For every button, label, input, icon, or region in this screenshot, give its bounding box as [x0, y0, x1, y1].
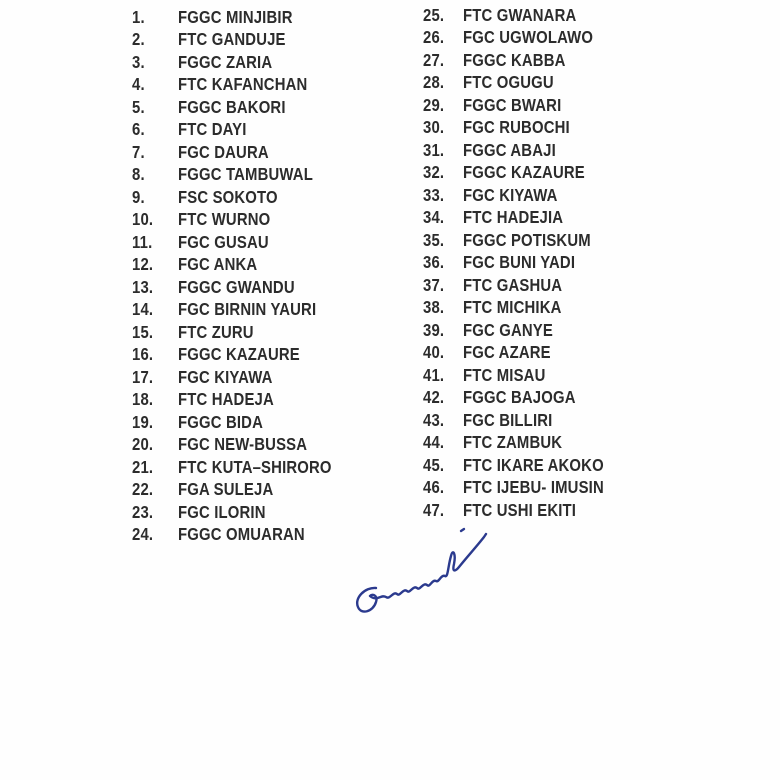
list-item — [132, 164, 359, 187]
list-item — [423, 27, 629, 50]
list-item — [132, 389, 359, 412]
list-item — [423, 72, 629, 95]
item-label: FGC BILLIRI — [463, 409, 553, 430]
item-label: FGC GANYE — [463, 319, 553, 340]
item-label: FGC BUNI YADI — [463, 252, 576, 273]
item-number: 27. — [423, 49, 445, 70]
item-number: 35. — [423, 229, 445, 250]
item-number: 3. — [132, 51, 145, 72]
item-label: FTC ZAMBUK — [463, 432, 563, 453]
list-item — [132, 29, 359, 52]
item-label: FTC GWANARA — [463, 4, 577, 25]
list-item — [423, 117, 629, 140]
list-item — [132, 96, 359, 119]
list-item — [132, 524, 359, 547]
item-number: 8. — [132, 164, 145, 185]
item-label: FGGC GWANDU — [178, 276, 295, 297]
list-item — [423, 409, 629, 432]
item-label: FGC KIYAWA — [178, 366, 273, 387]
item-label: FGC DAURA — [178, 141, 269, 162]
item-number: 38. — [423, 297, 445, 318]
item-label: FGC NEW-BUSSA — [178, 434, 308, 455]
item-label: FTC WURNO — [178, 209, 271, 230]
item-number: 30. — [423, 117, 445, 138]
handwritten-signature — [350, 522, 500, 627]
item-number: 44. — [423, 432, 445, 453]
item-label: FGGC MINJIBIR — [178, 6, 293, 27]
item-number: 29. — [423, 94, 445, 115]
list-item — [132, 434, 359, 457]
item-label: FGGC BWARI — [463, 94, 562, 115]
list-item — [132, 231, 359, 254]
list-item — [423, 94, 629, 117]
list-item — [132, 119, 359, 142]
list-item — [132, 321, 359, 344]
item-label: FGGC TAMBUWAL — [178, 164, 313, 185]
list-item — [423, 364, 629, 387]
item-label: FTC GANDUJE — [178, 29, 286, 50]
item-label: FGC ANKA — [178, 254, 258, 275]
list-item — [423, 387, 629, 410]
list-item — [423, 477, 629, 500]
list-item — [423, 274, 629, 297]
item-number: 31. — [423, 139, 445, 160]
list-item — [423, 319, 629, 342]
list-item — [132, 299, 359, 322]
list-item — [132, 344, 359, 367]
signature-dot — [461, 529, 464, 531]
item-label: FGC GUSAU — [178, 231, 269, 252]
item-label: FGA SULEJA — [178, 479, 274, 500]
item-number: 13. — [132, 276, 154, 297]
item-label: FGGC OMUARAN — [178, 524, 305, 545]
item-number: 26. — [423, 27, 445, 48]
item-number: 7. — [132, 141, 145, 162]
item-label: FSC SOKOTO — [178, 186, 278, 207]
item-label: FTC KUTA–SHIRORO — [178, 456, 332, 477]
list-item — [423, 184, 629, 207]
item-label: FTC GASHUA — [463, 274, 563, 295]
item-number: 2. — [132, 29, 145, 50]
item-number: 11. — [132, 231, 153, 252]
item-number: 20. — [132, 434, 154, 455]
item-number: 12. — [132, 254, 154, 275]
list-item — [423, 499, 629, 522]
list-item — [132, 254, 359, 277]
list-item — [423, 229, 629, 252]
list-item — [132, 501, 359, 524]
item-number: 5. — [132, 96, 145, 117]
item-label: FGC UGWOLAWO — [463, 27, 594, 48]
list-item — [132, 141, 359, 164]
item-label: FTC MISAU — [463, 364, 546, 385]
list-column-right — [423, 4, 629, 522]
list-item — [132, 456, 359, 479]
list-item — [423, 49, 629, 72]
item-label: FGC KIYAWA — [463, 184, 558, 205]
item-label: FGGC KAZAURE — [178, 344, 300, 365]
item-label: FGC RUBOCHI — [463, 117, 570, 138]
item-number: 36. — [423, 252, 445, 273]
list-item — [132, 186, 359, 209]
list-item — [132, 479, 359, 502]
list-item — [423, 207, 629, 230]
list-item — [423, 252, 629, 275]
item-label: FTC HADEJIA — [463, 207, 564, 228]
list-item — [132, 6, 359, 29]
item-label: FGGC ZARIA — [178, 51, 273, 72]
item-number: 43. — [423, 409, 445, 430]
item-number: 25. — [423, 4, 445, 25]
item-label: FTC OGUGU — [463, 72, 554, 93]
item-label: FTC KAFANCHAN — [178, 74, 308, 95]
list-item — [423, 432, 629, 455]
list-item — [132, 209, 359, 232]
item-label: FGGC KAZAURE — [463, 162, 585, 183]
item-label: FTC IJEBU- IMUSIN — [463, 477, 604, 498]
item-label: FGGC BAJOGA — [463, 387, 576, 408]
item-label: FGGC BIDA — [178, 411, 263, 432]
item-number: 21. — [132, 456, 154, 477]
item-label: FTC USHI EKITI — [463, 499, 577, 520]
signature-ink-group — [357, 529, 486, 612]
item-number: 40. — [423, 342, 445, 363]
item-number: 32. — [423, 162, 445, 183]
list-item — [132, 51, 359, 74]
item-label: FTC HADEJA — [178, 389, 274, 410]
item-number: 19. — [132, 411, 154, 432]
item-number: 1. — [132, 6, 145, 27]
item-number: 45. — [423, 454, 445, 475]
item-number: 16. — [132, 344, 154, 365]
item-label: FGGC ABAJI — [463, 139, 556, 160]
item-number: 34. — [423, 207, 445, 228]
signature-stroke — [357, 534, 486, 612]
item-number: 18. — [132, 389, 154, 410]
list-item — [423, 4, 629, 27]
item-label: FTC ZURU — [178, 321, 254, 342]
item-number: 46. — [423, 477, 445, 498]
item-number: 28. — [423, 72, 445, 93]
item-label: FGC BIRNIN YAURI — [178, 299, 317, 320]
item-number: 14. — [132, 299, 154, 320]
item-number: 41. — [423, 364, 445, 385]
list-item — [423, 162, 629, 185]
item-number: 42. — [423, 387, 445, 408]
item-label: FTC IKARE AKOKO — [463, 454, 604, 475]
list-item — [423, 454, 629, 477]
item-label: FGC ILORIN — [178, 501, 266, 522]
item-number: 9. — [132, 186, 145, 207]
item-number: 24. — [132, 524, 154, 545]
item-number: 39. — [423, 319, 445, 340]
item-number: 23. — [132, 501, 154, 522]
list-column-left — [132, 6, 359, 546]
list-item — [132, 74, 359, 97]
item-label: FGGC BAKORI — [178, 96, 286, 117]
item-number: 33. — [423, 184, 445, 205]
item-number: 37. — [423, 274, 445, 295]
item-label: FGGC KABBA — [463, 49, 566, 70]
item-label: FTC DAYI — [178, 119, 247, 140]
item-label: FGC AZARE — [463, 342, 551, 363]
item-number: 6. — [132, 119, 145, 140]
list-item — [423, 297, 629, 320]
item-label: FTC MICHIKA — [463, 297, 562, 318]
item-number: 47. — [423, 499, 445, 520]
item-number: 17. — [132, 366, 154, 387]
item-number: 22. — [132, 479, 154, 500]
list-item — [132, 276, 359, 299]
list-item — [132, 411, 359, 434]
item-number: 4. — [132, 74, 145, 95]
item-number: 15. — [132, 321, 154, 342]
item-number: 10. — [132, 209, 154, 230]
item-label: FGGC POTISKUM — [463, 229, 591, 250]
list-item — [423, 342, 629, 365]
list-item — [423, 139, 629, 162]
list-item — [132, 366, 359, 389]
